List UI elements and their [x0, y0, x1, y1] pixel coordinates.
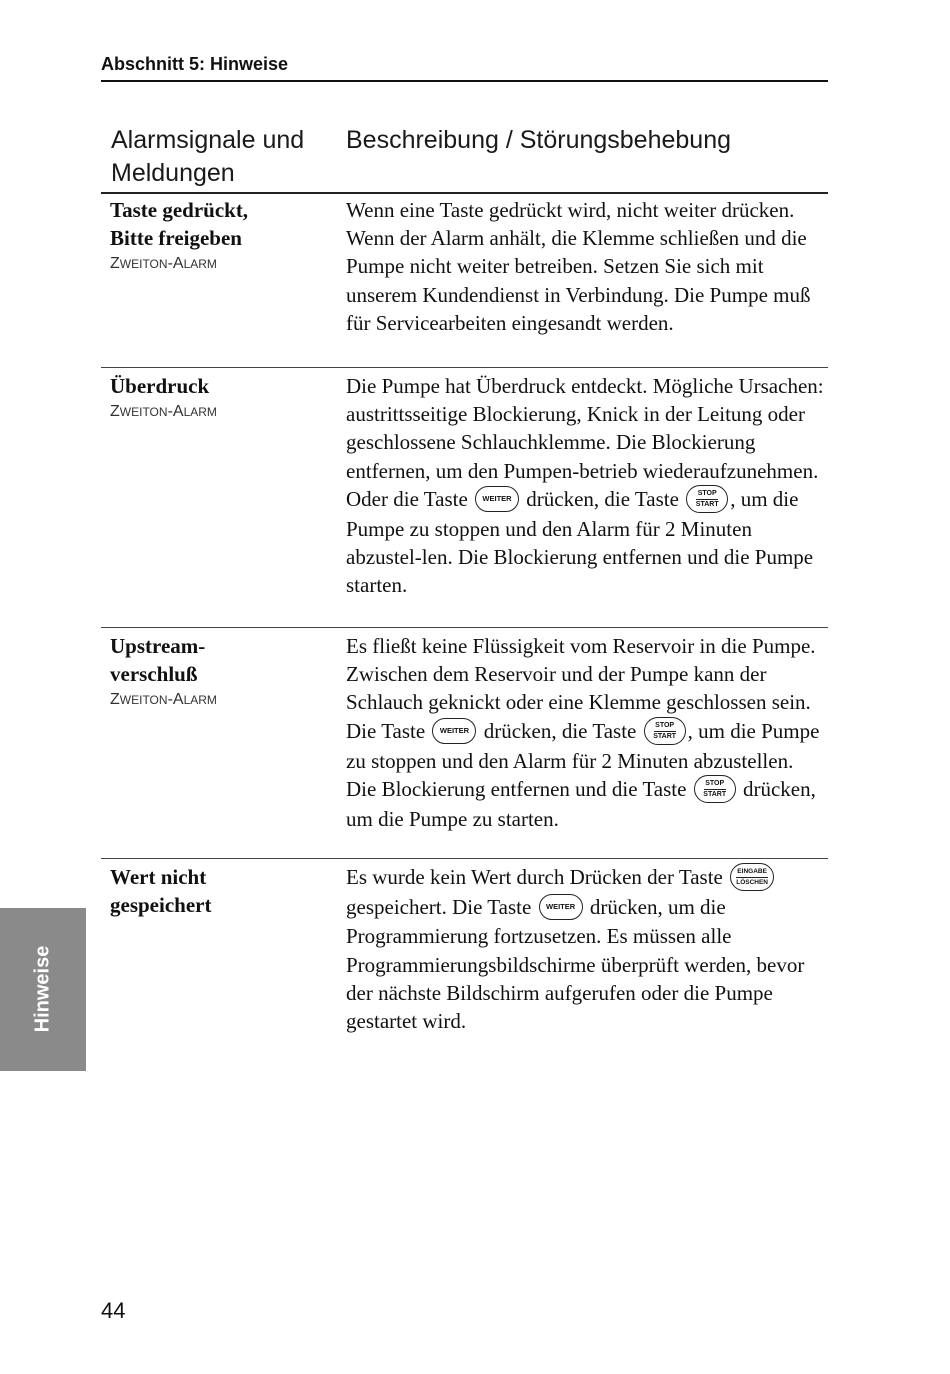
description-cell: Es fließt keine Flüssigkeit vom Reservoir in die Pumpe. Zwischen dem Reservoir und der Pumpe kann der Schlauch geknickt oder eine Klemme geschlossen sein. Die Taste WEITER drücken, die Taste STOP START , um die Pumpe zu stoppen und den Alarm für 2 Minuten abzustellen. Die Blockierung entfernen und die Taste STOP START drücken, um die Pumpe zu starten. — [346, 634, 820, 832]
alarm-type: ZWEITON-ALARM — [110, 403, 217, 420]
side-tab — [0, 908, 86, 1071]
stop-start-key-icon: STOP START — [686, 485, 728, 513]
table-row — [101, 863, 828, 1043]
alarm-cell — [110, 632, 330, 712]
column-header-description: Beschreibung / Störungsbehebung — [346, 126, 732, 154]
alarm-cell — [110, 196, 330, 276]
table-row — [101, 632, 828, 856]
weiter-key-icon: WEITER — [432, 718, 476, 744]
row-divider — [101, 858, 828, 859]
page-number: 44 — [101, 1298, 126, 1323]
alarm-name: Taste gedrückt, Bitte freigeben — [110, 198, 249, 250]
weiter-key-icon: WEITER — [539, 894, 583, 920]
alarm-name: Überdruck — [110, 374, 210, 398]
stop-start-key-icon: STOP START — [644, 717, 686, 745]
eingabe-loeschen-key-icon: EINGABE LÖSCHEN — [730, 863, 774, 891]
description-cell: Wenn eine Taste gedrückt wird, nicht weiter drücken. Wenn der Alarm anhält, die Klemme schließen und die Pumpe nicht weiter betreiben. Setzen Sie sich mit unserem Kundendienst in Verbindung. Die Pumpe muß für Servicearbeiten eingesandt werden. — [346, 198, 811, 335]
table-row — [101, 372, 828, 626]
row-divider — [101, 627, 828, 628]
side-tab-label: Hinweise — [31, 945, 54, 1033]
alarm-type: ZWEITON-ALARM — [110, 255, 217, 272]
alarm-name: Upstream- verschluß — [110, 634, 206, 686]
header-rule — [101, 80, 828, 82]
description-cell: Es wurde kein Wert durch Drücken der Taste EINGABE LÖSCHEN gespeichert. Die Taste WEITER drücken, um die Programmierung fortzusetzen. Es müssen alle Programmierungsbildschirme überprüft werden, bevor der nächste Bildschirm aufgerufen oder die Pumpe gestartet wird. — [346, 865, 805, 1033]
alarm-cell — [110, 863, 330, 919]
description-cell: Die Pumpe hat Überdruck entdeckt. Mögliche Ursachen: austrittsseitige Blockierung, Knick in der Leitung oder geschlossene Schlauchklemme. Die Blockierung entfernen, um den Pumpen-betrieb wiederaufzunehmen. Oder die Taste WEITER drücken, die Taste STOP START , um die Pumpe zu stoppen und den Alarm für 2 Minuten abzustel-len. Die Blockierung entfernen und die Pumpe starten. — [346, 374, 824, 598]
row-divider — [101, 367, 828, 368]
alarm-cell — [110, 372, 330, 424]
alarm-name: Wert nicht gespeichert — [110, 865, 212, 917]
alarm-type: ZWEITON-ALARM — [110, 691, 217, 708]
column-header-alarms: Alarmsignale und Meldungen — [111, 126, 305, 187]
stop-start-key-icon: STOP START — [694, 775, 736, 803]
table-header-rule — [101, 192, 828, 194]
table-row — [101, 196, 828, 366]
weiter-key-icon: WEITER — [475, 486, 519, 512]
section-header: Abschnitt 5: Hinweise — [101, 54, 289, 74]
